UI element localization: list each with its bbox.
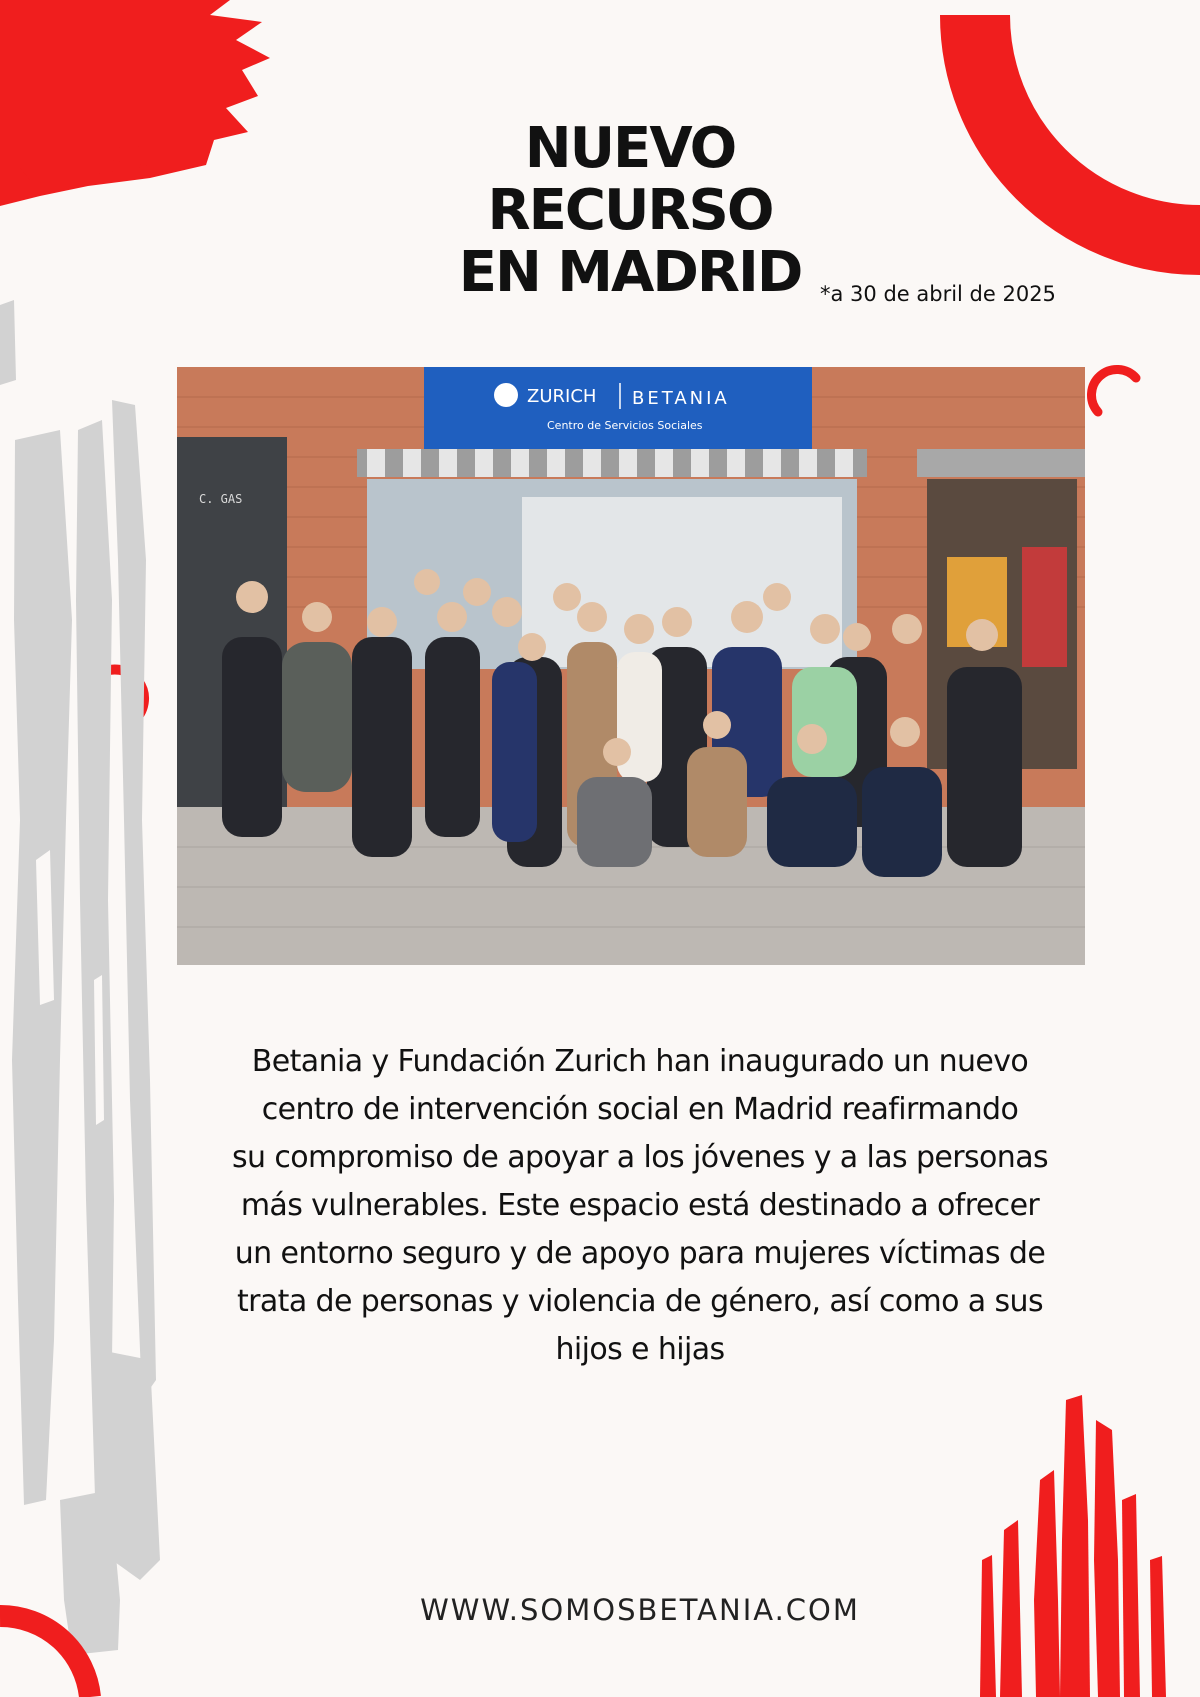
website-link[interactable]: WWW.SOMOSBETANIA.COM (420, 1593, 860, 1627)
body-line-5: un entorno seguro y de apoyo para mujeres víctimas de (234, 1236, 1046, 1271)
body-line-2: centro de intervención social en Madrid reafirmando (261, 1092, 1019, 1127)
body-line-6: trata de personas y violencia de género, así como a sus (236, 1284, 1044, 1319)
body-line-4: más vulnerables. Este espacio está destinado a ofrecer (240, 1188, 1040, 1223)
body-paragraph (190, 1038, 1090, 1374)
zurich-logo-icon (494, 383, 518, 407)
photo-sign-subtitle: Centro de Servicios Sociales (547, 419, 703, 432)
page-title (400, 118, 860, 304)
body-line-1: Betania y Fundación Zurich han inaugurado un nuevo (251, 1044, 1029, 1079)
red-arc-top-right (975, 15, 1200, 240)
body-line-7: hijos e hijas (555, 1332, 725, 1367)
photo-sign-brand-left: ZURICH (527, 386, 597, 407)
group-photo (177, 367, 1085, 965)
title-line-3: EN MADRID (458, 240, 802, 305)
red-arc-bottom-left (0, 1616, 90, 1697)
title-line-1: NUEVO (524, 116, 736, 181)
red-brush-strokes-bottom-right (980, 1395, 1166, 1697)
photo-sign-brand-right: BETANIA (632, 388, 730, 409)
body-line-3: su compromiso de apoyar a los jóvenes y a las personas (231, 1140, 1049, 1175)
photo-side-sign: C. GAS (199, 492, 243, 506)
red-arc-small-left (98, 669, 144, 722)
red-arc-small-right (1091, 369, 1136, 412)
gray-brush-strokes-left (0, 300, 160, 1655)
title-line-2: RECURSO (487, 178, 773, 243)
red-brush-stroke-top-left (0, 0, 270, 206)
date-note: *a 30 de abril de 2025 (820, 282, 1056, 306)
